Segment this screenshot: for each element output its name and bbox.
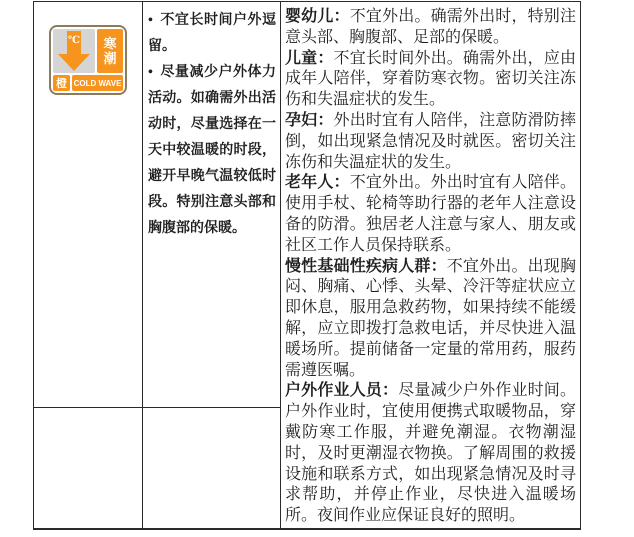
measure-text: 不宜长时间户外逗留。 — [148, 13, 276, 54]
group-label: 户外作业人员： — [285, 382, 399, 400]
groups-content — [285, 7, 576, 527]
group-paragraph — [285, 257, 576, 382]
measure-list-item — [148, 8, 276, 60]
cold-wave-english-label: COLD WAVE — [72, 75, 123, 91]
group-label: 儿童： — [285, 49, 334, 67]
group-guidance-cell — [281, 2, 580, 528]
cold-wave-chinese-label — [97, 29, 123, 73]
group-paragraph — [285, 111, 576, 173]
char-han: 寒 — [103, 36, 117, 51]
down-arrow-icon — [55, 30, 93, 72]
group-label: 孕妇： — [285, 111, 334, 129]
celsius-symbol: ℃ — [68, 35, 80, 46]
measure-list-item — [148, 60, 276, 242]
group-text: 外出时宜有人陪伴，注意防滑防摔倒，如出现紧急情况及时就医。密切关注冻伤和失温症状的发生。 — [285, 111, 576, 171]
group-paragraph — [285, 173, 576, 256]
warning-table — [33, 1, 581, 530]
measures-list — [148, 8, 276, 242]
protection-measures-cell — [143, 2, 281, 528]
group-paragraph — [285, 381, 576, 527]
char-chao: 潮 — [103, 51, 117, 66]
cold-wave-orange-warning-icon — [49, 25, 127, 95]
group-label: 慢性基础性疾病人群： — [285, 257, 447, 275]
temperature-arrow-panel — [53, 29, 95, 73]
measure-text: 尽量减少户外体力活动。如确需外出活动时，尽量选择在一天中较温暖的时段，避开早晚气温较低时段。特别注意头部和胸腹部的保暖。 — [148, 65, 276, 236]
group-text: 不宜外出。外出时宜有人陪伴。使用手杖、轮椅等助行器的老年人注意设备的防滑。独居老人注意与家人、朋友或社区工作人员保持联系。 — [285, 174, 576, 254]
group-label: 婴幼儿： — [285, 8, 350, 25]
group-text: 不宜长时间外出。确需外出，应由成年人陪伴，穿着防寒衣物。密切关注冻伤和失温症状的发生。 — [285, 49, 576, 109]
group-text: 不宜外出。确需外出时，特别注意头部、胸腹部、足部的保暖。 — [285, 8, 576, 46]
icon-cell — [34, 2, 143, 528]
group-text: 不宜外出。出现胸闷、胸痛、心悸、头晕、冷汗等症状应立即休息，服用急救药物，如果持续不能缓解，应立即拨打急救电话，并尽快进入温暖场所。提前储备一定量的常用药，服药需遵医嘱。 — [285, 257, 576, 379]
group-paragraph — [285, 49, 576, 111]
orange-level-badge: 橙 — [53, 75, 70, 91]
bullet-glyph: • — [148, 13, 153, 28]
group-text: 尽量减少户外作业时间。户外作业时，宜使用便携式取暖物品，穿戴防寒工作服，并避免潮湿。衣物潮湿时，及时更潮湿衣物换。了解周围的救援设施和联系方式，如出现紧急情况及时寻求帮助，并停止作业，尽快进入温暖场所。夜间作业应保证良好的照明。 — [285, 382, 576, 525]
group-label: 老年人： — [285, 174, 350, 192]
group-paragraph — [285, 7, 576, 49]
row-divider-line — [34, 407, 281, 408]
bullet-glyph: • — [148, 65, 153, 80]
